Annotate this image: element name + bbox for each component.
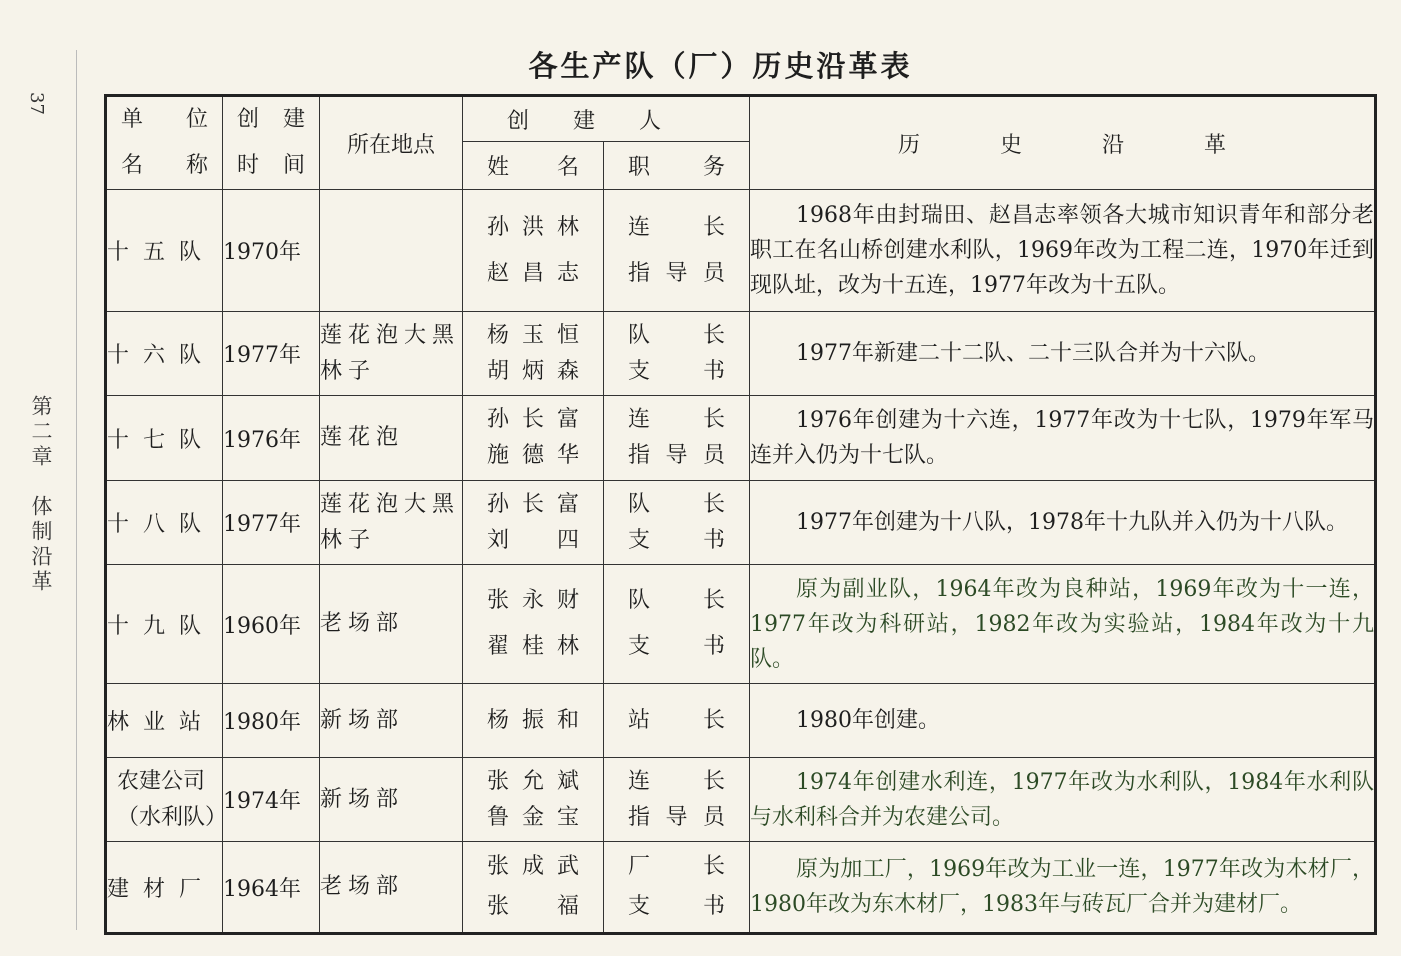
- table-row: [106, 758, 1376, 842]
- founder-positions: 队 长 支 书: [604, 481, 750, 565]
- header-founders: 创建人: [463, 96, 750, 142]
- founder-positions: 队 长 支 书: [604, 565, 750, 684]
- table-row: [106, 312, 1376, 396]
- location: [320, 190, 463, 312]
- location: 新场部: [320, 684, 463, 758]
- unit-name: 林业站: [106, 684, 223, 758]
- location: 新场部: [320, 758, 463, 842]
- unit-name: 十八队: [106, 481, 223, 565]
- header-unit-name: 单 位 名 称: [106, 96, 223, 190]
- founder-names: 杨 振 和: [463, 684, 604, 758]
- page-number: 37: [26, 92, 47, 115]
- founder-names: 孙 洪 林 赵 昌 志: [463, 190, 604, 312]
- history-text: 1976年创建为十六连，1977年改为十七队，1979年军马连并入仍为十七队。: [750, 396, 1376, 481]
- founder-names: 张 永 财 翟 桂 林: [463, 565, 604, 684]
- location: 老场部: [320, 842, 463, 934]
- location: 莲花泡大黑林子: [320, 481, 463, 565]
- location: 莲花泡: [320, 396, 463, 481]
- founder-positions: 队 长 支 书: [604, 312, 750, 396]
- chapter-running-head: 第二章 体制沿革: [29, 395, 53, 595]
- founding-time: 1964年: [223, 842, 320, 934]
- location: 莲花泡大黑林子: [320, 312, 463, 396]
- header-founder-position: 职 务: [604, 142, 750, 190]
- founding-time: 1960年: [223, 565, 320, 684]
- unit-name: 十六队: [106, 312, 223, 396]
- header-history: 历 史 沿 革: [750, 96, 1376, 190]
- founding-time: 1977年: [223, 312, 320, 396]
- table-row: [106, 565, 1376, 684]
- header-location: 所在地点: [320, 96, 463, 190]
- history-text: 1968年由封瑞田、赵昌志率领各大城市知识青年和部分老职工在名山桥创建水利队，1969年改为工程二连，1970年迁到现队址，改为十五连，1977年改为十五队。: [750, 190, 1376, 312]
- founding-time: 1977年: [223, 481, 320, 565]
- founder-positions: 连 长 指 导 员: [604, 190, 750, 312]
- founder-positions: 站 长: [604, 684, 750, 758]
- founder-names: 张 成 武 张 福: [463, 842, 604, 934]
- founder-names: 孙 长 富 刘 四: [463, 481, 604, 565]
- founder-positions: 厂 长 支 书: [604, 842, 750, 934]
- founder-names: 张 允 斌 鲁 金 宝: [463, 758, 604, 842]
- founding-time: 1980年: [223, 684, 320, 758]
- page-title: 各生产队（厂）历史沿革表: [528, 49, 913, 83]
- table-row: [106, 842, 1376, 934]
- founder-names: 孙 长 富 施 德 华: [463, 396, 604, 481]
- table-row: [106, 684, 1376, 758]
- unit-name: 农建公司（水利队）: [106, 758, 223, 842]
- founding-time: 1974年: [223, 758, 320, 842]
- unit-name: 十五队: [106, 190, 223, 312]
- history-text: 原为副业队，1964年改为良种站，1969年改为十一连，1977年改为科研站，1982年改为实验站，1984年改为十九队。: [750, 565, 1376, 684]
- table-row: [106, 481, 1376, 565]
- history-text: 1977年创建为十八队，1978年十九队并入仍为十八队。: [750, 481, 1376, 565]
- margin-rule: [76, 50, 77, 930]
- header-founding-time: 创 建 时 间: [223, 96, 320, 190]
- table-row: [106, 190, 1376, 312]
- history-text: 原为加工厂，1969年改为工业一连，1977年改为木材厂，1980年改为东木材厂，1983年与砖瓦厂合并为建材厂。: [750, 842, 1376, 934]
- unit-name: 十九队: [106, 565, 223, 684]
- table-row: [106, 396, 1376, 481]
- founding-time: 1970年: [223, 190, 320, 312]
- unit-name: 建材厂: [106, 842, 223, 934]
- history-text: 1974年创建水利连，1977年改为水利队，1984年水利队与水利科合并为农建公司。: [750, 758, 1376, 842]
- history-text: 1977年新建二十二队、二十三队合并为十六队。: [750, 312, 1376, 396]
- founder-names: 杨 玉 恒 胡 炳 森: [463, 312, 604, 396]
- founder-positions: 连 长 指 导 员: [604, 396, 750, 481]
- header-founder-name: 姓 名: [463, 142, 604, 190]
- founder-positions: 连 长 指 导 员: [604, 758, 750, 842]
- location: 老场部: [320, 565, 463, 684]
- history-table: [104, 94, 1377, 935]
- unit-name: 十七队: [106, 396, 223, 481]
- history-text: 1980年创建。: [750, 684, 1376, 758]
- founding-time: 1976年: [223, 396, 320, 481]
